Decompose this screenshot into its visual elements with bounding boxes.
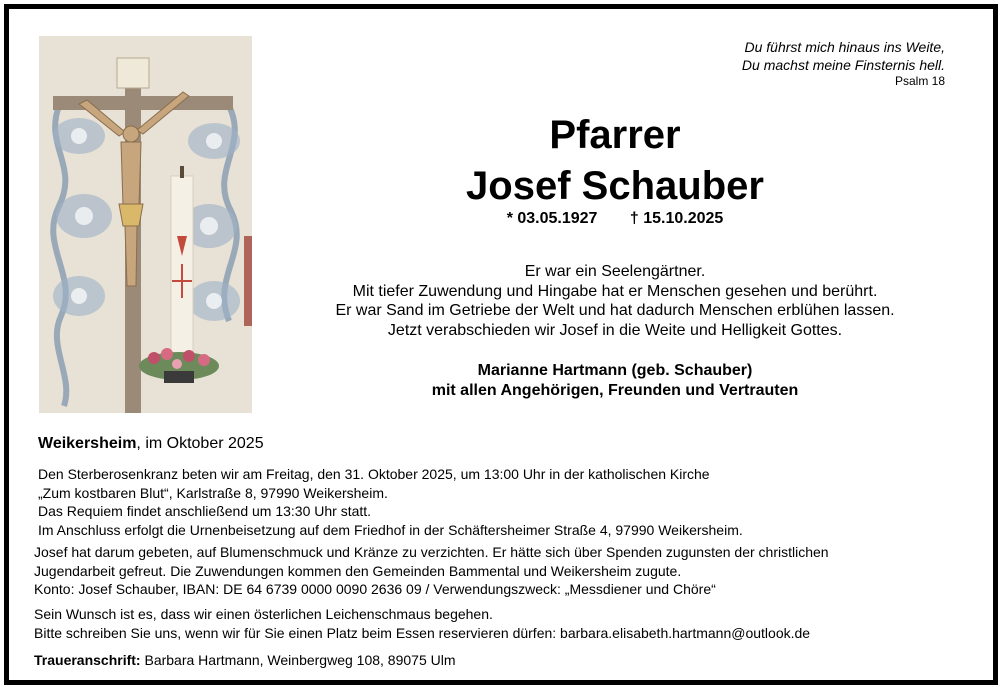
meal-line: Bitte schreiben Sie uns, wenn wir für Sie einen Platz beim Essen reservieren dürfen: barbara.elisabeth.hartmann@outlook.de bbox=[34, 624, 811, 641]
donation-info bbox=[34, 543, 829, 599]
mourning-address bbox=[34, 651, 456, 670]
verse-line: Mit tiefer Zuwendung und Hingabe hat er Menschen gesehen und berührt. bbox=[352, 282, 878, 300]
quote-source: Psalm 18 bbox=[894, 74, 945, 88]
verse-line: Er war Sand im Getriebe der Welt und hat dadurch Menschen erblühen lassen. bbox=[335, 302, 895, 319]
death-date: † 15.10.2025 bbox=[629, 210, 724, 227]
address-label: Traueranschrift: bbox=[34, 652, 141, 668]
birth-date: * 03.05.1927 bbox=[506, 210, 598, 227]
psalm-quote bbox=[742, 38, 945, 88]
meal-info bbox=[34, 605, 810, 642]
place-town: Weikersheim bbox=[38, 435, 137, 452]
mourner-line: Marianne Hartmann (geb. Schauber) bbox=[477, 362, 753, 379]
memorial-verse bbox=[300, 262, 930, 340]
deceased-title: Pfarrer bbox=[549, 113, 681, 157]
meal-line: Sein Wunsch ist es, dass wir einen österlichen Leichenschmaus begehen. bbox=[34, 606, 493, 622]
mourner-line: mit allen Angehörigen, Freunden und Vertrauten bbox=[431, 382, 799, 399]
life-dates bbox=[300, 210, 930, 228]
mourners bbox=[300, 361, 930, 401]
verse-line: Jetzt verabschieden wir Josef in die Weite und Helligkeit Gottes. bbox=[387, 321, 843, 339]
service-line: „Zum kostbaren Blut“, Karlstraße 8, 97990 Weikersheim. bbox=[38, 484, 388, 501]
quote-line-1: Du führst mich hinaus ins Weite, bbox=[744, 39, 945, 55]
donation-line: Konto: Josef Schauber, IBAN: DE 64 6739 0000 0090 2636 09 / Verwendungszweck: „Messdiener und Chöre“ bbox=[34, 581, 716, 597]
service-info bbox=[38, 465, 743, 539]
crucifix-image bbox=[39, 36, 252, 413]
donation-line: Josef hat darum gebeten, auf Blumenschmuck und Kränze zu verzichten. Er hätte sich über Spenden zugunsten der christlichen bbox=[34, 544, 829, 560]
service-line: Im Anschluss erfolgt die Urnenbeisetzung auf dem Friedhof in der Schäftersheimer Straße 4, 97990 Weikersheim. bbox=[38, 521, 743, 538]
donation-line: Jugendarbeit gefreut. Die Zuwendungen kommen den Gemeinden Bammental und Weikersheim zugute. bbox=[34, 562, 682, 579]
service-line: Das Requiem findet anschließend um 13:30 Uhr statt. bbox=[38, 503, 372, 519]
quote-line-2: Du machst meine Finsternis hell. bbox=[741, 57, 945, 73]
place-and-date bbox=[38, 435, 264, 453]
place-date: , im Oktober 2025 bbox=[136, 435, 264, 452]
service-line: Den Sterberosenkranz beten wir am Freitag, den 31. Oktober 2025, um 13:00 Uhr in der katholischen Kirche bbox=[38, 466, 710, 482]
verse-line: Er war ein Seelengärtner. bbox=[524, 263, 706, 280]
deceased-name: Josef Schauber bbox=[466, 164, 764, 208]
crucifix-photo bbox=[39, 36, 252, 413]
address-value: Barbara Hartmann, Weinbergweg 108, 89075 Ulm bbox=[140, 652, 456, 668]
